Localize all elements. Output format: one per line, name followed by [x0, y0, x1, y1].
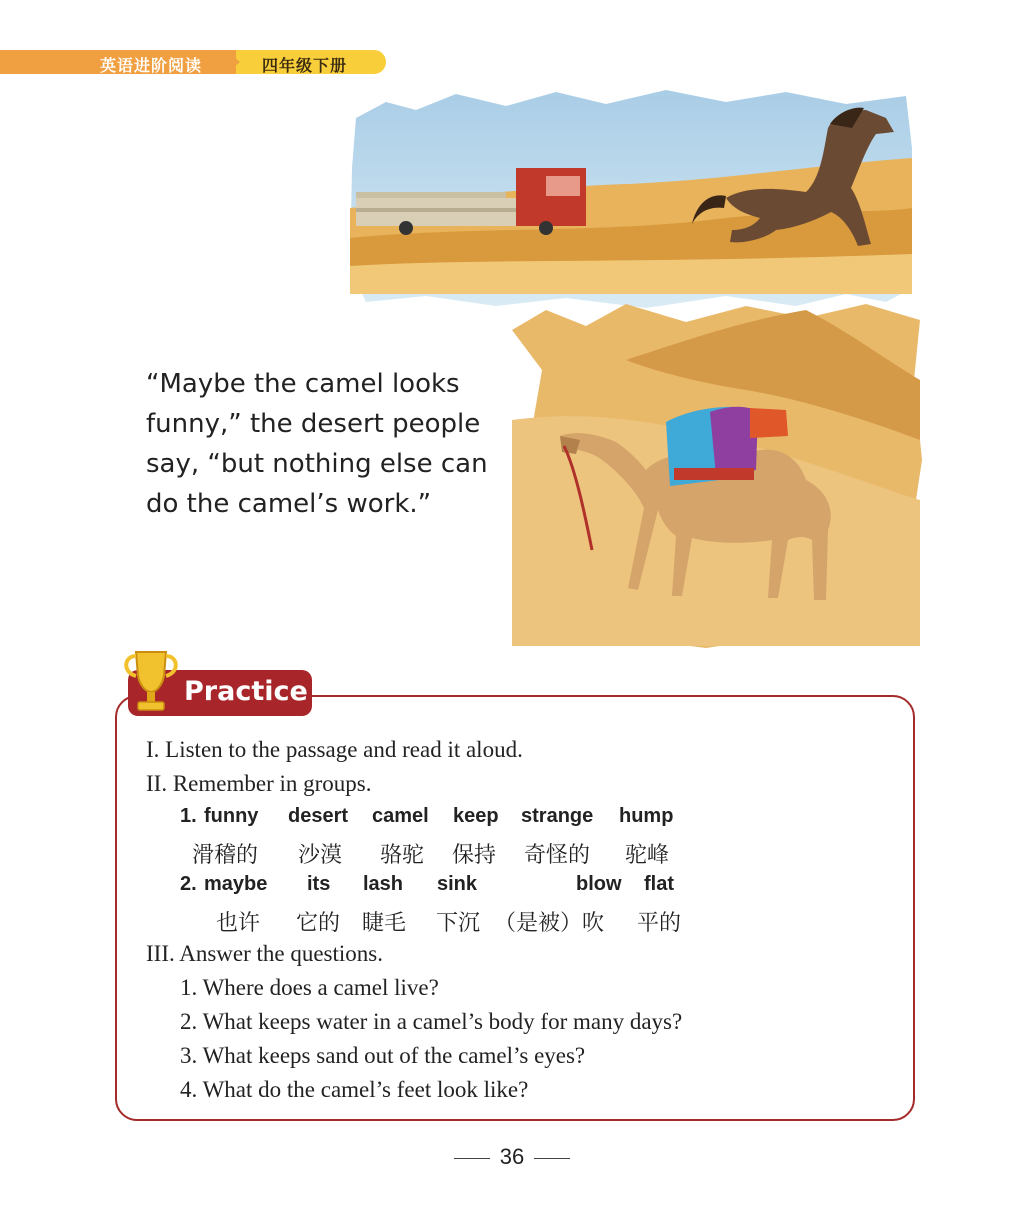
meaning-desert: 沙漠: [298, 843, 343, 868]
word-lash: lash: [363, 873, 404, 895]
word-camel: camel: [372, 805, 429, 827]
meaning-its: 它的: [296, 911, 341, 936]
camel-illustration: [506, 300, 926, 650]
meaning-keep: 保持: [452, 843, 497, 868]
meaning-flat: 平的: [637, 911, 682, 936]
meaning-sink: 下沉: [436, 911, 481, 936]
word-desert: desert: [288, 805, 349, 827]
grade-label: 四年级下册: [262, 56, 348, 75]
question-4: 4. What do the camel’s feet look like?: [180, 1077, 529, 1102]
meaning-maybe: 也许: [216, 911, 261, 936]
question-3: 3. What keeps sand out of the camel’s eyes?: [180, 1043, 586, 1068]
practice-title: Practice: [184, 676, 308, 707]
meaning-funny: 滑稽的: [192, 843, 259, 868]
story-text: “Maybe the camel looks funny,” the desert people say, “but nothing else can do the camel’s work.”: [146, 369, 488, 519]
meaning-camel: 骆驼: [380, 843, 425, 868]
instruction-answer: III. Answer the questions.: [146, 941, 383, 966]
instruction-remember: II. Remember in groups.: [146, 771, 372, 796]
word-strange: strange: [521, 805, 594, 827]
word-blow: blow: [576, 873, 622, 895]
truck-horse-illustration: [346, 88, 916, 310]
instruction-listen: I. Listen to the passage and read it aloud.: [146, 737, 523, 762]
word-keep: keep: [453, 805, 499, 827]
series-title: 英语进阶阅读: [100, 56, 203, 75]
question-1: 1. Where does a camel live?: [180, 975, 439, 1000]
meaning-lash: 睫毛: [362, 911, 407, 936]
group1-number: 1.: [180, 805, 197, 827]
meaning-strange: 奇怪的: [524, 843, 591, 868]
meaning-hump: 驼峰: [625, 843, 670, 868]
header-banner: [0, 46, 400, 78]
header-notch: [226, 50, 240, 74]
word-maybe: maybe: [204, 873, 268, 895]
question-2: 2. What keeps water in a camel’s body for many days?: [180, 1009, 683, 1034]
word-funny: funny: [204, 805, 259, 827]
word-its: its: [307, 873, 331, 895]
word-flat: flat: [644, 873, 674, 895]
trophy-icon: [118, 646, 184, 716]
group2-number: 2.: [180, 873, 197, 895]
page-number: 36: [499, 1144, 525, 1169]
meaning-blow: （是被）吹: [494, 911, 605, 936]
word-hump: hump: [619, 805, 674, 827]
word-sink: sink: [437, 873, 478, 895]
